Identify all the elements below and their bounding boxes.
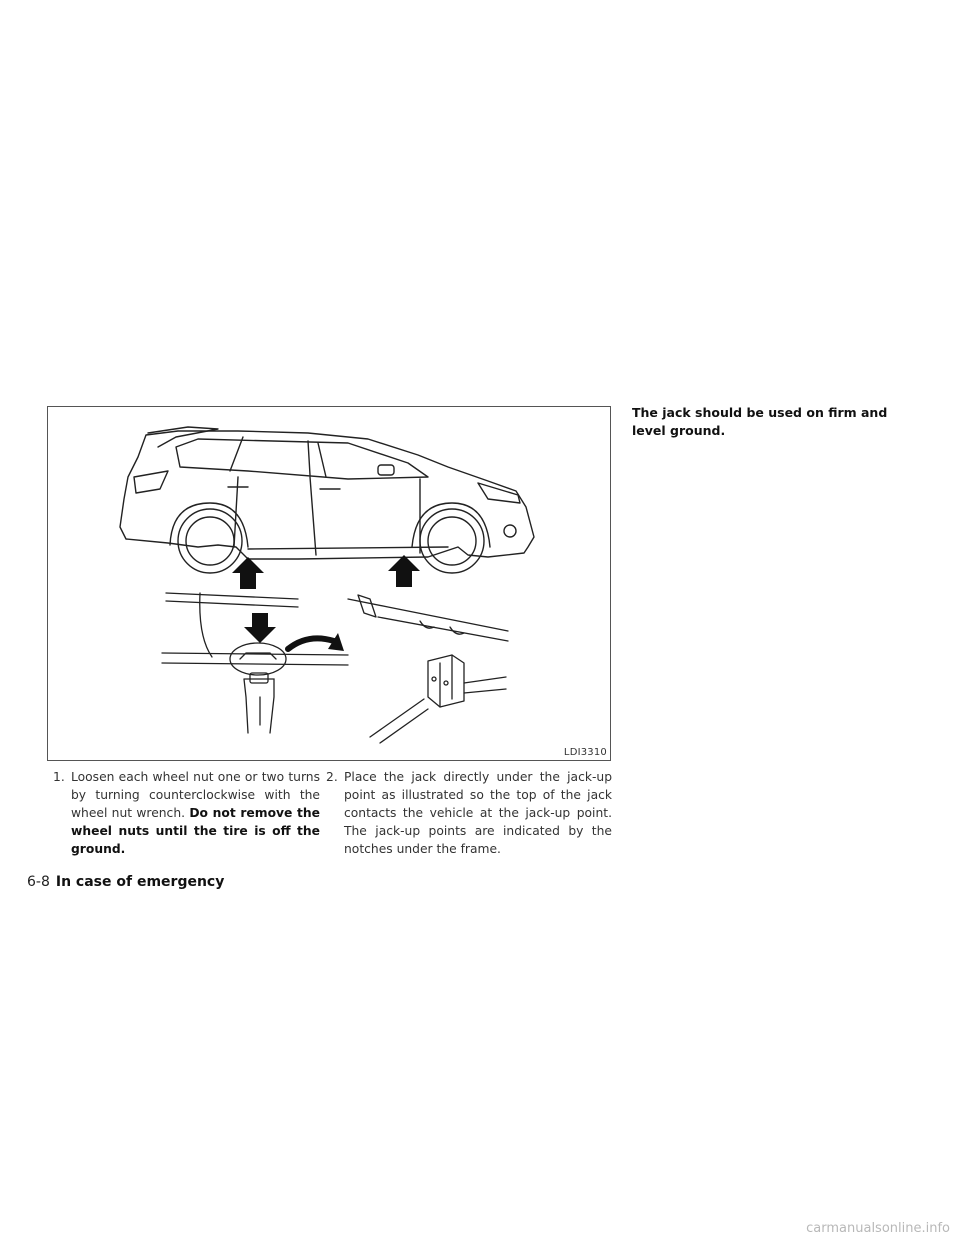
down-arrow (244, 613, 276, 643)
ground-note: The jack should be used on firm and level ground. (632, 405, 888, 438)
section-title: In case of emergency (55, 874, 225, 890)
vehicle-jack-diagram (48, 407, 610, 760)
jack-point-illustration (47, 406, 611, 761)
step-number: 2. (326, 770, 338, 784)
page-footer (27, 874, 224, 890)
window-line (176, 439, 428, 479)
figure-code: LDI3310 (563, 747, 607, 758)
step-number: 1. (53, 770, 65, 784)
front-wheel (420, 509, 484, 573)
rear-jack-up-arrow (232, 557, 264, 589)
page-number: 6-8 (27, 874, 50, 890)
tail-light (134, 471, 168, 493)
step-body (53, 768, 320, 858)
car-body (120, 431, 534, 559)
watermark: carmanualsonline.info (806, 1221, 950, 1236)
jack-head (244, 679, 274, 733)
step-2 (326, 768, 612, 858)
side-mirror (378, 465, 394, 475)
step-1 (53, 768, 320, 858)
step-text: Place the jack directly under the jack-up point as illustrated so the top of the jack contacts the vehicle at the jack-up point. The jack-up points are indicated by the notches under the frame. (344, 770, 612, 856)
headlight (478, 483, 520, 503)
step-warning: Do not remove the wheel nuts until the tire is off the ground. (71, 806, 320, 856)
step-text: Loosen each wheel nut one or two turns by turning counterclockwise with the wheel nut wrench. (71, 770, 320, 820)
jack-point-notch-circle (230, 643, 286, 675)
rear-wheel (178, 509, 242, 573)
front-jack-up-arrow (388, 555, 420, 587)
